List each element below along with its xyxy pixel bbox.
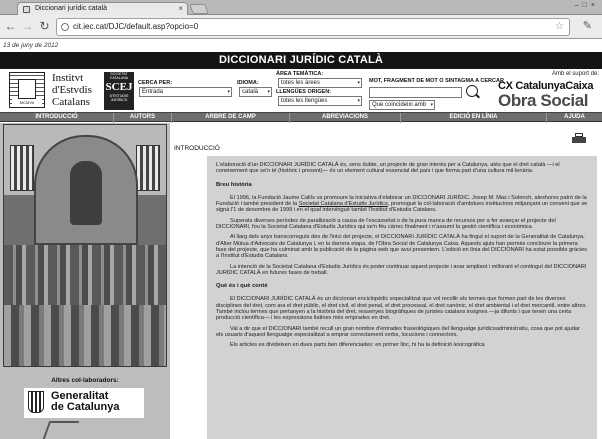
nav-autors[interactable]: AUTORS xyxy=(113,113,171,123)
subheading-what: Què és i què conté xyxy=(216,283,268,290)
idioma-label: IDIOMA: xyxy=(237,80,259,86)
forward-icon[interactable]: → xyxy=(21,19,34,33)
painting-crowd-front xyxy=(4,305,167,367)
scej-link[interactable]: Societat Catalana d'Estudis Jurídics xyxy=(298,201,388,208)
paragraph: Al llarg dels anys transcorreguts des de l'inici del projecte, el DICCIONARI JURÍDIC CATALÀ ha fingut el suport de la Generalitat de Catalunya, d'Alter Mútua d'Advocats de Catalunya i, en la darrera etapa, de l'Obra Social de Catalunya Caixa. Aquests ajuts han permès concloure la primera fase del projecte, que ha culminat amb la publicació de la pàgina web que avui presentem. L'edició en línia del DICCIONARI ha estat possible gràcies a l'Institut d'Estudis Catalans. xyxy=(216,234,588,260)
nav-abreviacions[interactable]: ABREVIACIONS xyxy=(289,113,400,123)
search-input[interactable] xyxy=(369,87,462,98)
llengues-value: totes les llengües xyxy=(281,98,328,104)
chevron-down-icon: ▾ xyxy=(357,80,360,86)
generalitat-line: Generalitat xyxy=(51,390,109,402)
address-url: cit.iec.cat/DJC/default.asp?opcio=0 xyxy=(73,22,199,31)
new-tab-button[interactable] xyxy=(189,4,209,14)
main-nav xyxy=(0,112,602,122)
browser-tab-strip xyxy=(0,0,602,15)
date-line: 13 de juny de 2012 xyxy=(3,42,59,49)
reload-icon[interactable]: ↻ xyxy=(39,19,50,33)
browser-toolbar xyxy=(0,15,602,39)
scej-top-text: SOCIETAT CATALANA xyxy=(109,72,129,81)
paragraph: El DICCIONARI JURÍDIC CATALÀ és un diccionari enciclopèdic especialitzat que vol recollir els termes que formen part de les diverses disciplines del dret, com ara el dret públic, el dret civil, el dret penal, el dret processal, el dret canònic, el dret ambiental i el dret mercantil, entre altres. També inclou termes que pertanyen a la història del dret, ressenyes biogràfiques de juristes catalans insignes —ja difunts i que tenen una certa producció científica— i les expressions llatines més emprades en dret. xyxy=(216,296,587,322)
nav-ajuda[interactable]: AJUDA xyxy=(546,113,602,123)
text-span: El 1996, la Fundació Jaume Callís va promoure la iniciativa d'elaborar un DICCIONARI JURÍDIC. Josep M. Mas i Solench, aleshores patró de la Fundació i també president de la xyxy=(216,194,587,208)
paragraph: Els articles es divideixen en dues parts ben diferenciades: en primer lloc, hi ha la definició lexicogràfica xyxy=(230,342,485,349)
cerca-select[interactable] xyxy=(139,87,232,97)
iec-emblem-icon xyxy=(18,79,36,99)
paragraph: L'elaboració d'un DICCIONARI JURÍDIC CATALÀ és, sens dubte, un projecte de gran interès per a Catalunya, atès que el dret català —i el coneixement que se'n té (històric i present)— és un element cultural essencial del país i que forma part d'una cultura mil·lenària. xyxy=(216,162,560,175)
main-content xyxy=(170,123,602,439)
nav-arbre-de-camp[interactable]: ARBRE DE CAMP xyxy=(171,113,289,123)
paragraph: Val a dir que el DICCIONARI també recull un gran nombre d'entrades fraseològiques del llenguatge jurídicoadministratiu, cosa que pot ajudar els usuaris d'aquest llenguatge especialitzat a emprar correctament verbs, locucions i connectors. xyxy=(216,325,580,338)
sponsor-label: Amb el suport de: xyxy=(551,71,599,77)
generalitat-line: de Catalunya xyxy=(51,401,120,413)
iec-name-line: d'Estvdis xyxy=(52,84,92,96)
section-heading: INTRODUCCIÓ xyxy=(174,145,220,152)
globe-icon xyxy=(61,23,69,31)
window-controls[interactable]: –□× xyxy=(574,2,599,9)
sponsor-logo[interactable] xyxy=(496,71,602,112)
generalitat-shield-icon xyxy=(28,391,44,413)
intro-text-panel xyxy=(207,156,597,439)
idioma-select[interactable] xyxy=(239,87,272,97)
llengues-select[interactable] xyxy=(278,96,362,106)
iec-name-line: Institvt xyxy=(52,72,84,84)
match-value: Que coincideixi amb xyxy=(372,102,427,108)
cerca-value: Entrada xyxy=(142,89,164,95)
match-select[interactable] xyxy=(369,100,435,110)
area-label: ÀREA TEMÀTICA: xyxy=(276,71,324,77)
chevron-down-icon: ▾ xyxy=(227,89,230,95)
iec-year: MCMVII xyxy=(12,99,42,106)
chevron-down-icon: ▾ xyxy=(267,89,270,95)
favicon-icon xyxy=(23,6,30,13)
chevron-down-icon: ▾ xyxy=(430,102,433,108)
close-tab-icon[interactable]: × xyxy=(178,4,183,13)
nav-edicio-en-linia[interactable]: EDICIÓ EN LÍNIA xyxy=(400,113,546,123)
scej-acronym: SCEJ xyxy=(105,80,133,93)
paragraph: La intenció de la Societat Catalana d'Estudis Jurídics és poder continuar aquest projecte i anar ampliant i millorant el contingut del DICCIONARI JURÍDIC CATALÀ en futures fases de treball. xyxy=(216,263,587,276)
llengues-label: LLENGÜES ORIGEN: xyxy=(276,89,332,95)
search-icon[interactable] xyxy=(466,85,478,97)
page-title: DICCIONARI JURÍDIC CATALÀ xyxy=(0,52,602,69)
scej-logo[interactable] xyxy=(104,72,134,110)
area-select[interactable] xyxy=(278,78,362,88)
address-bar[interactable] xyxy=(56,18,570,36)
iec-name-line: Catalans xyxy=(52,96,90,108)
back-icon[interactable]: ← xyxy=(4,19,17,33)
browser-tab[interactable] xyxy=(17,2,188,16)
collaborators-title: Altres col·laboradors: xyxy=(51,377,119,384)
text-span: , promogué la col·laboració d'ambdues institucions mitjançant un conveni que se signà l'1 de desembre de 1999 i en el qual intervingué també l'Institut d'Estudis Catalans. xyxy=(216,201,588,214)
flag-icon xyxy=(10,145,34,191)
paragraph-history xyxy=(216,195,588,214)
subheading-history: Breu història xyxy=(216,181,252,188)
wrench-icon[interactable]: ✎ xyxy=(582,20,592,32)
cerca-label: CERCA PER: xyxy=(138,80,173,86)
idioma-value: català xyxy=(242,89,259,95)
iec-logo[interactable] xyxy=(9,72,45,108)
print-icon[interactable] xyxy=(572,133,586,145)
historical-painting xyxy=(3,124,167,367)
paragraph: Superats diverses períodes de paralització a causa de l'escassetat o de la pura manca de recursos per a fer avançar el projecte del DICCIONARI, fou la Societat Catalana d'Estudis Jurídics qui se'n féu càrrec finalment i n'assumí la gestió científica i econòmica. xyxy=(216,217,556,231)
painting-king-figure xyxy=(70,161,102,225)
tab-title: Diccionari jurídic català xyxy=(35,5,107,12)
area-value: totes les àrees xyxy=(281,80,321,86)
generalitat-logo[interactable] xyxy=(24,388,144,418)
sponsor-subname: Obra Social xyxy=(498,91,589,110)
scej-bottom-text: D'ESTUDIS JURÍDICS xyxy=(109,93,129,103)
sponsor-name: CX CatalunyaCaixa xyxy=(498,80,594,92)
chevron-down-icon: ▾ xyxy=(357,98,360,104)
nav-introduccio[interactable]: INTRODUCCIÓ xyxy=(35,114,78,120)
bookmark-star-icon[interactable]: ☆ xyxy=(555,21,564,32)
iec-name[interactable] xyxy=(52,72,92,108)
mot-label: MOT, FRAGMENT DE MOT O SINTAGMA A CERCAR xyxy=(369,78,504,84)
flag-icon xyxy=(136,145,160,191)
